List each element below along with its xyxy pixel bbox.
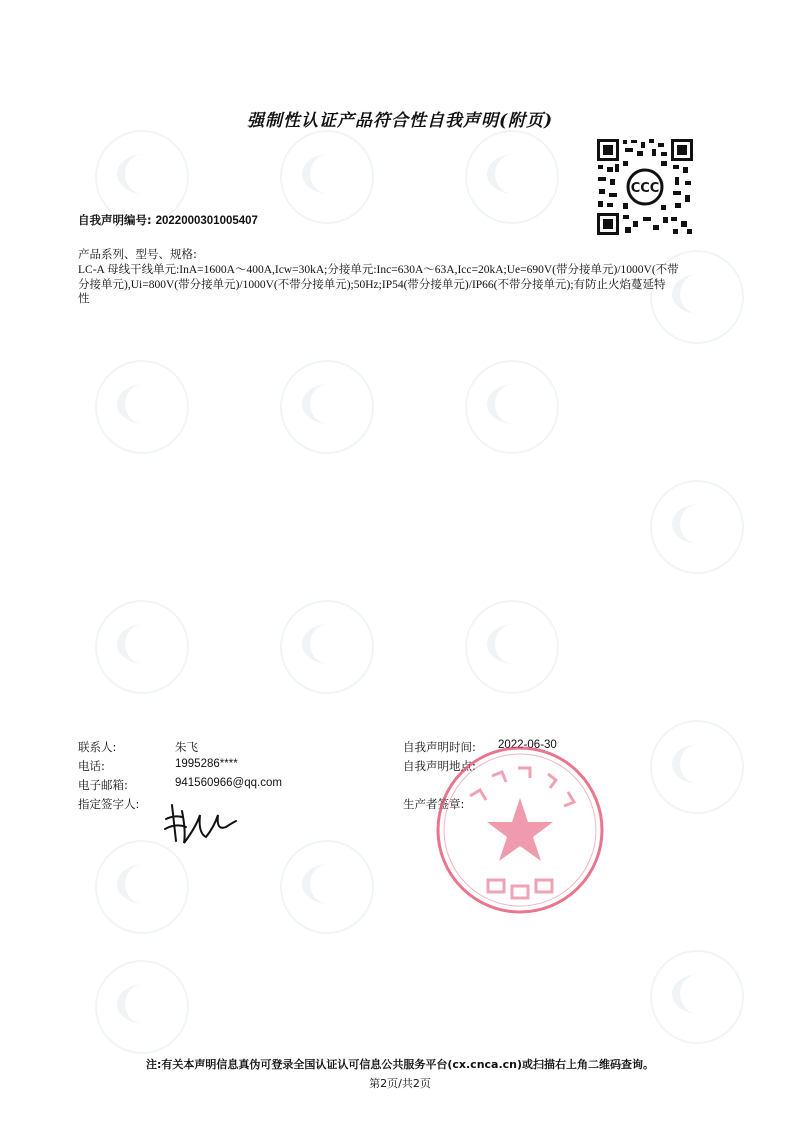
product-line: 性	[78, 293, 90, 305]
product-line: 分接单元),Ui=800V(带分接单元)/1000V(不带分接单元);50Hz;IP54(带分接单元)/IP66(不带分接单元);有防止火焰蔓延特	[78, 278, 666, 291]
declaration-number-label: 自我声明编号:	[78, 213, 152, 227]
declaration-place-label: 自我声明地点:	[403, 759, 476, 773]
declaration-time-label: 自我声明时间:	[403, 740, 476, 754]
declaration-number	[78, 212, 258, 228]
email-label: 电子邮箱:	[78, 778, 128, 792]
product-description	[78, 263, 718, 307]
signer-label: 指定签字人:	[78, 797, 140, 811]
product-label: 产品系列、型号、规格:	[78, 247, 197, 261]
producer-seal-label: 生产者签章:	[403, 797, 465, 811]
page-number: 第2页/共2页	[369, 1077, 431, 1090]
footer-note: 注:有关本声明信息真伪可登录全国认证认可信息公共服务平台(cx.cnca.cn)或扫描右上角二维码查询。	[145, 1058, 655, 1071]
page-title: 强制性认证产品符合性自我声明(附页)	[246, 111, 554, 131]
email-value[interactable]: 941560966@qq.com	[175, 777, 282, 789]
declaration-number-value: 2022000301005407	[155, 215, 258, 227]
contact-person-value: 朱飞	[175, 740, 198, 754]
phone-label: 电话:	[78, 759, 105, 773]
declaration-time-value: 2022-06-30	[498, 739, 557, 751]
contact-person-label: 联系人:	[78, 740, 117, 754]
phone-value: 1995286****	[175, 758, 238, 770]
svg-text:CCC: CCC	[630, 181, 660, 196]
qr-code-icon[interactable]	[595, 137, 695, 237]
company-seal-icon	[430, 740, 610, 920]
product-line: LC-A 母线干线单元:InA=1600A～400A,Icw=30kA;分接单元:Inc=630A～63A,Icc=20kA;Ue=690V(带分接单元)/1000V(不带	[78, 264, 679, 276]
handwritten-signature	[160, 797, 240, 847]
